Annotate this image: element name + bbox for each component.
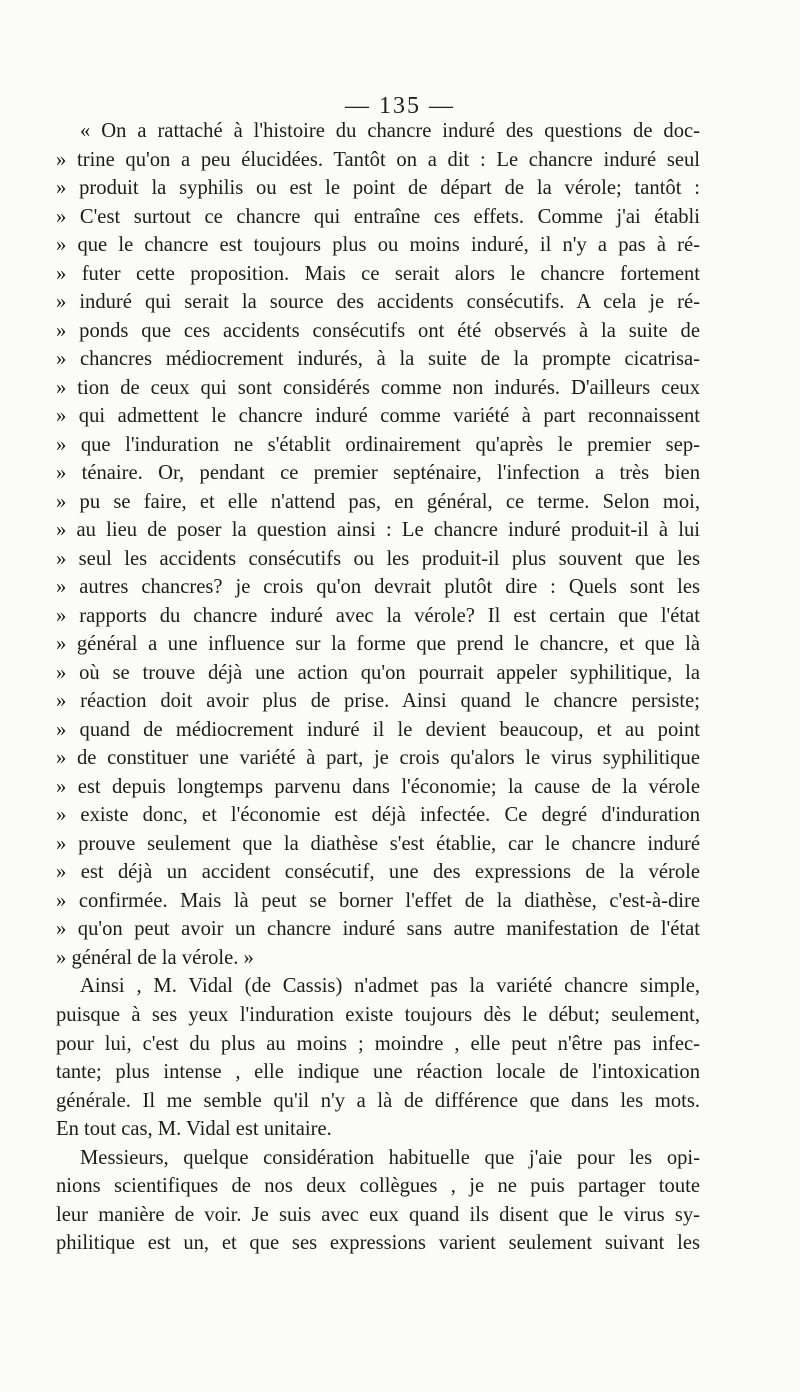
page-number: — 135 — [345,93,455,119]
text-line: » où se trouve déjà une action qu'on pourrait appeler syphilitique, la [56,661,700,684]
body-text [56,117,700,1258]
text-line: » réaction doit avoir plus de prise. Ainsi quand le chancre persiste; [56,690,700,713]
text-line: » prouve seulement que la diathèse s'est établie, car le chancre induré [56,832,700,855]
text-line: » autres chancres? je crois qu'on devrait plutôt dire : Quels sont les [56,576,700,599]
text-line: » est déjà un accident consécutif, une des expressions de la vérole [56,861,700,884]
text-line: « On a rattaché à l'histoire du chancre induré des questions de doc- [80,120,700,142]
text-line: » futer cette proposition. Mais ce serait alors le chancre fortement [56,262,700,285]
text-line: nions scientifiques de nos deux collègues , je ne puis partager toute [56,1175,700,1198]
text-line: » que le chancre est toujours plus ou moins induré, il n'y a pas à ré- [56,234,700,257]
text-line: générale. Il me semble qu'il n'y a là de différence que dans les mots. [56,1089,700,1112]
text-line: philitique est un, et que ses expressions varient seulement suivant les [56,1232,700,1255]
text-line: » confirmée. Mais là peut se borner l'effet de la diathèse, c'est-à-dire [56,889,700,912]
text-line: » général de la vérole. » [56,946,254,969]
text-line: » chancres médiocrement indurés, à la suite de la prompte cicatrisa- [56,348,700,371]
text-line: » qui admettent le chancre induré comme variété à part reconnaissent [56,405,700,428]
text-line: » seul les accidents consécutifs ou les produit-il plus souvent que les [56,547,700,570]
text-line: Ainsi , M. Vidal (de Cassis) n'admet pas la variété chancre simple, [80,975,700,998]
text-line: » pu se faire, et elle n'attend pas, en général, ce terme. Selon moi, [56,490,700,513]
text-line: » quand de médiocrement induré il le devient beaucoup, et au point [56,718,700,741]
text-line: » existe donc, et l'économie est déjà infectée. Ce degré d'induration [56,804,700,827]
text-line: » ténaire. Or, pendant ce premier septénaire, l'infection a très bien [56,462,700,485]
text-line: » tion de ceux qui sont considérés comme non indurés. D'ailleurs ceux [56,376,700,399]
text-line: » qu'on peut avoir un chancre induré sans autre manifestation de l'état [56,918,700,941]
text-line: Messieurs, quelque considération habituelle que j'aie pour les opi- [80,1146,700,1169]
text-line: » au lieu de poser la question ainsi : Le chancre induré produit-il à lui [56,519,700,542]
text-line: » que l'induration ne s'établit ordinairement qu'après le premier sep- [56,433,700,456]
text-line: leur manière de voir. Je suis avec eux quand ils disent que le virus sy- [56,1203,700,1226]
text-line: puisque à ses yeux l'induration existe toujours dès le début; seulement, [56,1003,700,1026]
text-line: » général a une influence sur la forme que prend le chancre, et que là [56,633,700,656]
text-line: » est depuis longtemps parvenu dans l'économie; la cause de la vérole [56,775,700,798]
text-line: tante; plus intense , elle indique une réaction locale de l'intoxication [56,1061,700,1084]
text-line: En tout cas, M. Vidal est unitaire. [56,1118,332,1141]
text-line: » induré qui serait la source des accidents consécutifs. A cela je ré- [56,291,700,314]
text-line: » produit la syphilis ou est le point de départ de la vérole; tantôt : [56,177,700,200]
text-line: » trine qu'on a peu élucidées. Tantôt on a dit : Le chancre induré seul [56,148,700,171]
text-line: » ponds que ces accidents consécutifs ont été observés à la suite de [56,319,700,342]
text-line: pour lui, c'est du plus au moins ; moindre , elle peut n'être pas infec- [56,1032,700,1055]
text-line: » rapports du chancre induré avec la vérole? Il est certain que l'état [56,604,700,627]
text-line: » de constituer une variété à part, je crois qu'alors le virus syphilitique [56,747,700,770]
text-line: » C'est surtout ce chancre qui entraîne ces effets. Comme j'ai établi [56,205,700,228]
